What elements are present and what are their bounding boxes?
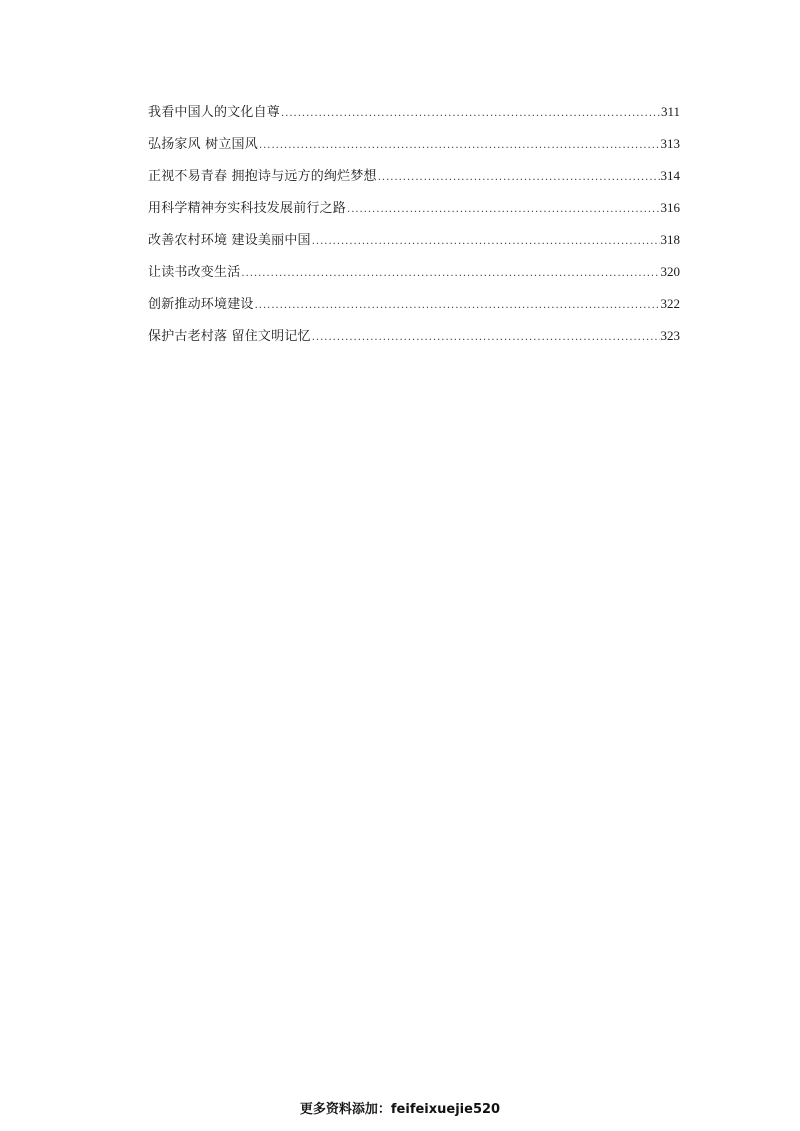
toc-dot-leader (347, 199, 659, 221)
toc-entry[interactable] (148, 325, 680, 357)
toc-entry[interactable] (148, 197, 680, 229)
footer-promo-text: 更多资料添加：feifeixuejie520 (299, 1102, 501, 1117)
toc-entry-page: 314 (660, 168, 680, 183)
toc-dot-leader (259, 135, 660, 157)
toc-dot-leader (255, 295, 660, 317)
toc-entry[interactable] (148, 229, 680, 261)
toc-entry-page: 323 (660, 328, 680, 343)
toc-entry-page: 318 (660, 232, 680, 247)
toc-entry[interactable] (148, 293, 680, 325)
toc-dot-leader (241, 263, 659, 285)
toc-entry-page: 322 (660, 296, 680, 311)
toc-entry[interactable] (148, 165, 680, 197)
toc-dot-leader (312, 327, 660, 349)
toc-entry-title: 改善农村环境 建设美丽中国 (148, 233, 311, 248)
toc-entry-title: 我看中国人的文化自尊 (148, 105, 281, 120)
toc-entry-page: 320 (660, 264, 680, 279)
toc-entry-page: 313 (660, 136, 680, 151)
toc-entry-title: 保护古老村落 留住文明记忆 (148, 329, 311, 344)
toc-entry-title: 弘扬家风 树立国风 (148, 137, 258, 152)
toc-dot-leader (378, 167, 660, 189)
toc-entry-title: 用科学精神夯实科技发展前行之路 (148, 201, 347, 216)
toc-entry-page: 311 (660, 104, 680, 119)
toc-dot-leader (312, 231, 660, 253)
toc-entry-title: 让读书改变生活 (148, 265, 241, 280)
toc-entry-title: 正视不易青春 拥抱诗与远方的绚烂梦想 (148, 169, 377, 184)
toc-dot-leader (281, 103, 660, 125)
toc-entry-title: 创新推动环境建设 (148, 297, 254, 312)
page-footer (0, 1098, 800, 1117)
toc-entry[interactable] (148, 101, 680, 133)
toc-entry[interactable] (148, 261, 680, 293)
table-of-contents (148, 101, 680, 357)
toc-entry[interactable] (148, 133, 680, 165)
toc-entry-page: 316 (660, 200, 680, 215)
